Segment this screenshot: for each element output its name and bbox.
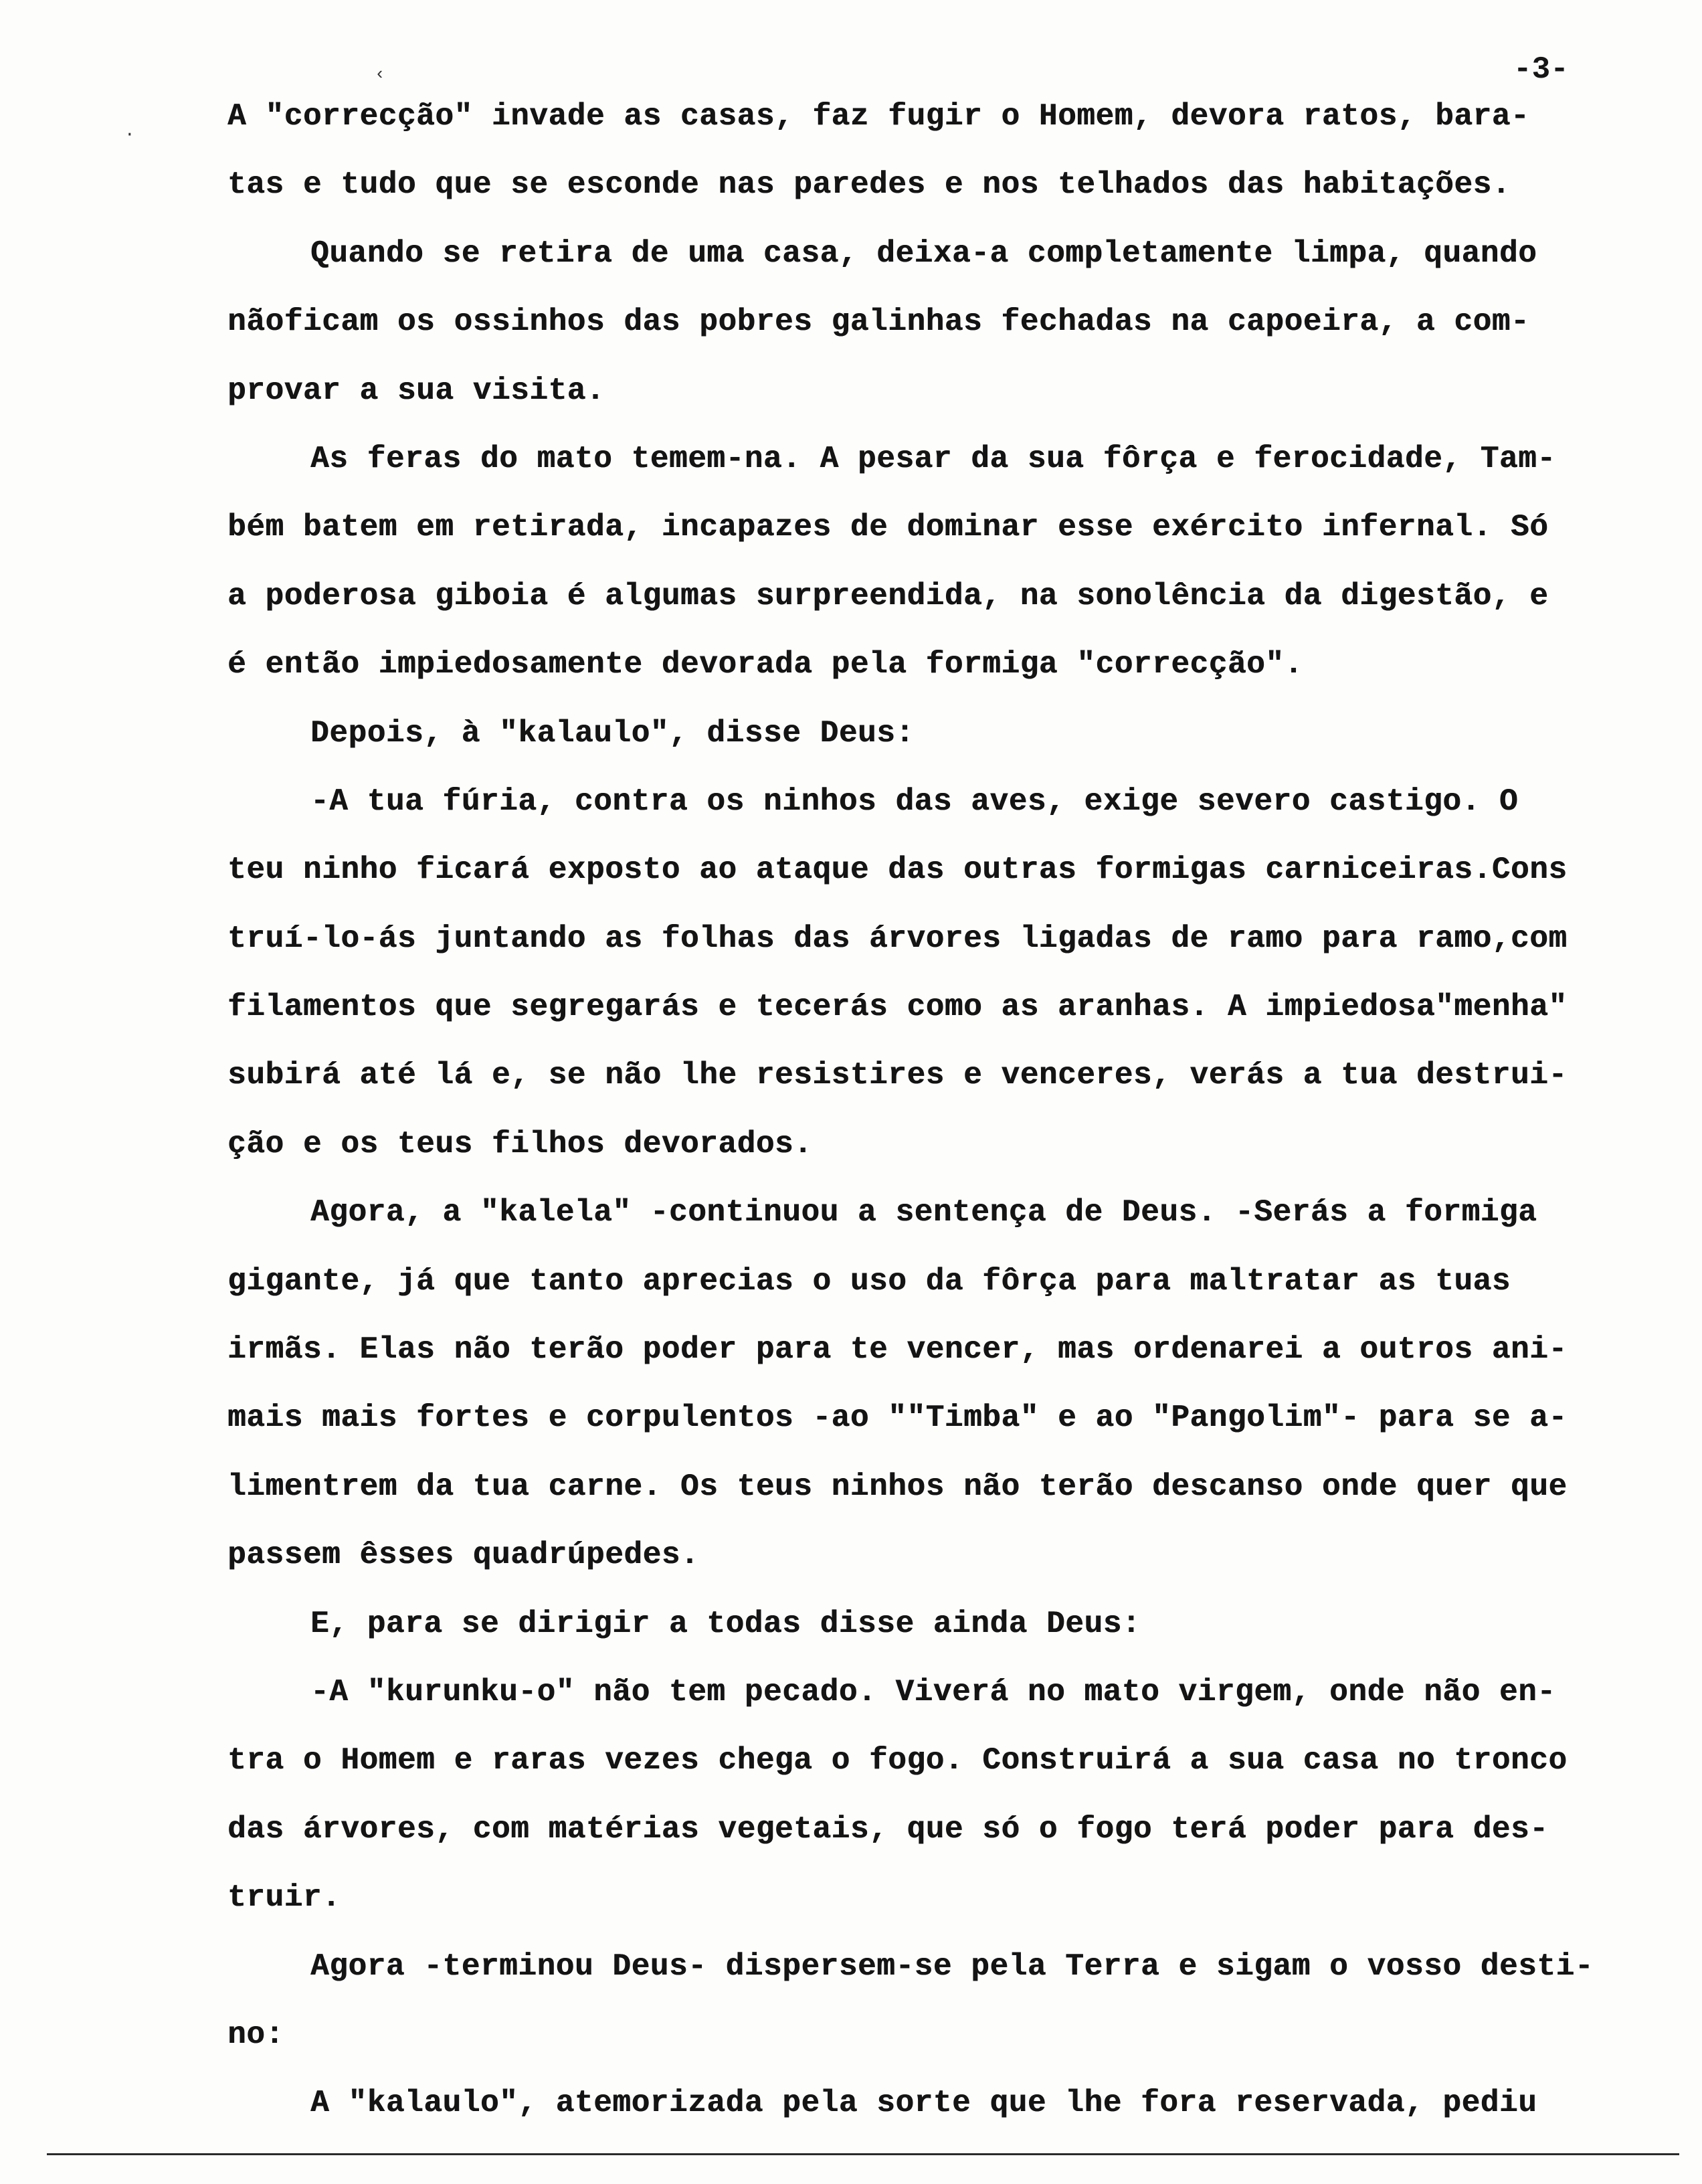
text-line: subirá até lá e, se não lhe resistires e venceres, verás a tua destrui-	[227, 1058, 1568, 1093]
text-line: mais mais fortes e corpulentos -ao ""Timba" e ao "Pangolim"- para se a-	[227, 1400, 1568, 1436]
text-line: As feras do mato temem-na. A pesar da sua fôrça e ferocidade, Tam-	[310, 441, 1556, 476]
stray-mark: ‹	[375, 64, 385, 84]
text-line: bém batem em retirada, incapazes de dominar esse exército infernal. Só	[227, 510, 1549, 545]
text-line: provar a sua visita.	[227, 373, 605, 408]
text-line: filamentos que segregarás e tecerás como as aranhas. A impiedosa"menha"	[227, 990, 1568, 1025]
text-line: das árvores, com matérias vegetais, que só o fogo terá poder para des-	[227, 1811, 1549, 1847]
text-line: irmãs. Elas não terão poder para te vencer, mas ordenarei a outros ani-	[227, 1332, 1568, 1368]
text-line: gigante, já que tanto aprecias o uso da fôrça para maltratar as tuas	[227, 1263, 1511, 1299]
text-line: limentrem da tua carne. Os teus ninhos não terão descanso onde quer que	[227, 1469, 1568, 1504]
text-line: -A "kurunku-o" não tem pecado. Viverá no mato virgem, onde não en-	[310, 1674, 1556, 1710]
typewritten-text-block	[227, 100, 1659, 2156]
stray-mark: ·	[124, 124, 135, 145]
text-line: Agora -terminou Deus- dispersem-se pela Terra e sigam o vosso desti-	[310, 1948, 1594, 1984]
text-line: truí-lo-ás juntando as folhas das árvores ligadas de ramo para ramo,com	[227, 921, 1568, 956]
text-line: truir.	[227, 1880, 341, 1916]
text-line: A "kalaulo", atemorizada pela sorte que lhe fora reservada, pediu	[310, 2086, 1537, 2121]
text-line: A "correcção" invade as casas, faz fugir o Homem, devora ratos, bara-	[227, 99, 1530, 134]
text-line: no:	[227, 2017, 284, 2052]
page-number: -3-	[1513, 52, 1569, 87]
text-line: a poderosa giboia é algumas surpreendida, na sonolência da digestão, e	[227, 578, 1549, 614]
text-line: nãoficam os ossinhos das pobres galinhas fechadas na capoeira, a com-	[227, 304, 1530, 340]
text-line: teu ninho ficará exposto ao ataque das outras formigas carniceiras.Cons	[227, 852, 1568, 888]
page-bottom-rule	[47, 2153, 1679, 2155]
text-line: Agora, a "kalela" -continuou a sentença de Deus. -Serás a formiga	[310, 1195, 1537, 1231]
text-line: ção e os teus filhos devorados.	[227, 1126, 813, 1162]
text-line: tas e tudo que se esconde nas paredes e nos telhados das habitações.	[227, 167, 1511, 203]
text-line: -A tua fúria, contra os ninhos das aves, exige severo castigo. O	[310, 784, 1519, 819]
text-line: Depois, à "kalaulo", disse Deus:	[310, 715, 915, 751]
text-line: E, para se dirigir a todas disse ainda Deus:	[310, 1606, 1141, 1641]
text-line: é então impiedosamente devorada pela formiga "correcção".	[227, 647, 1303, 682]
text-line: tra o Homem e raras vezes chega o fogo. Construirá a sua casa no tronco	[227, 1743, 1568, 1779]
text-line: passem êsses quadrúpedes.	[227, 1538, 700, 1573]
text-line: Quando se retira de uma casa, deixa-a completamente limpa, quando	[310, 236, 1537, 271]
